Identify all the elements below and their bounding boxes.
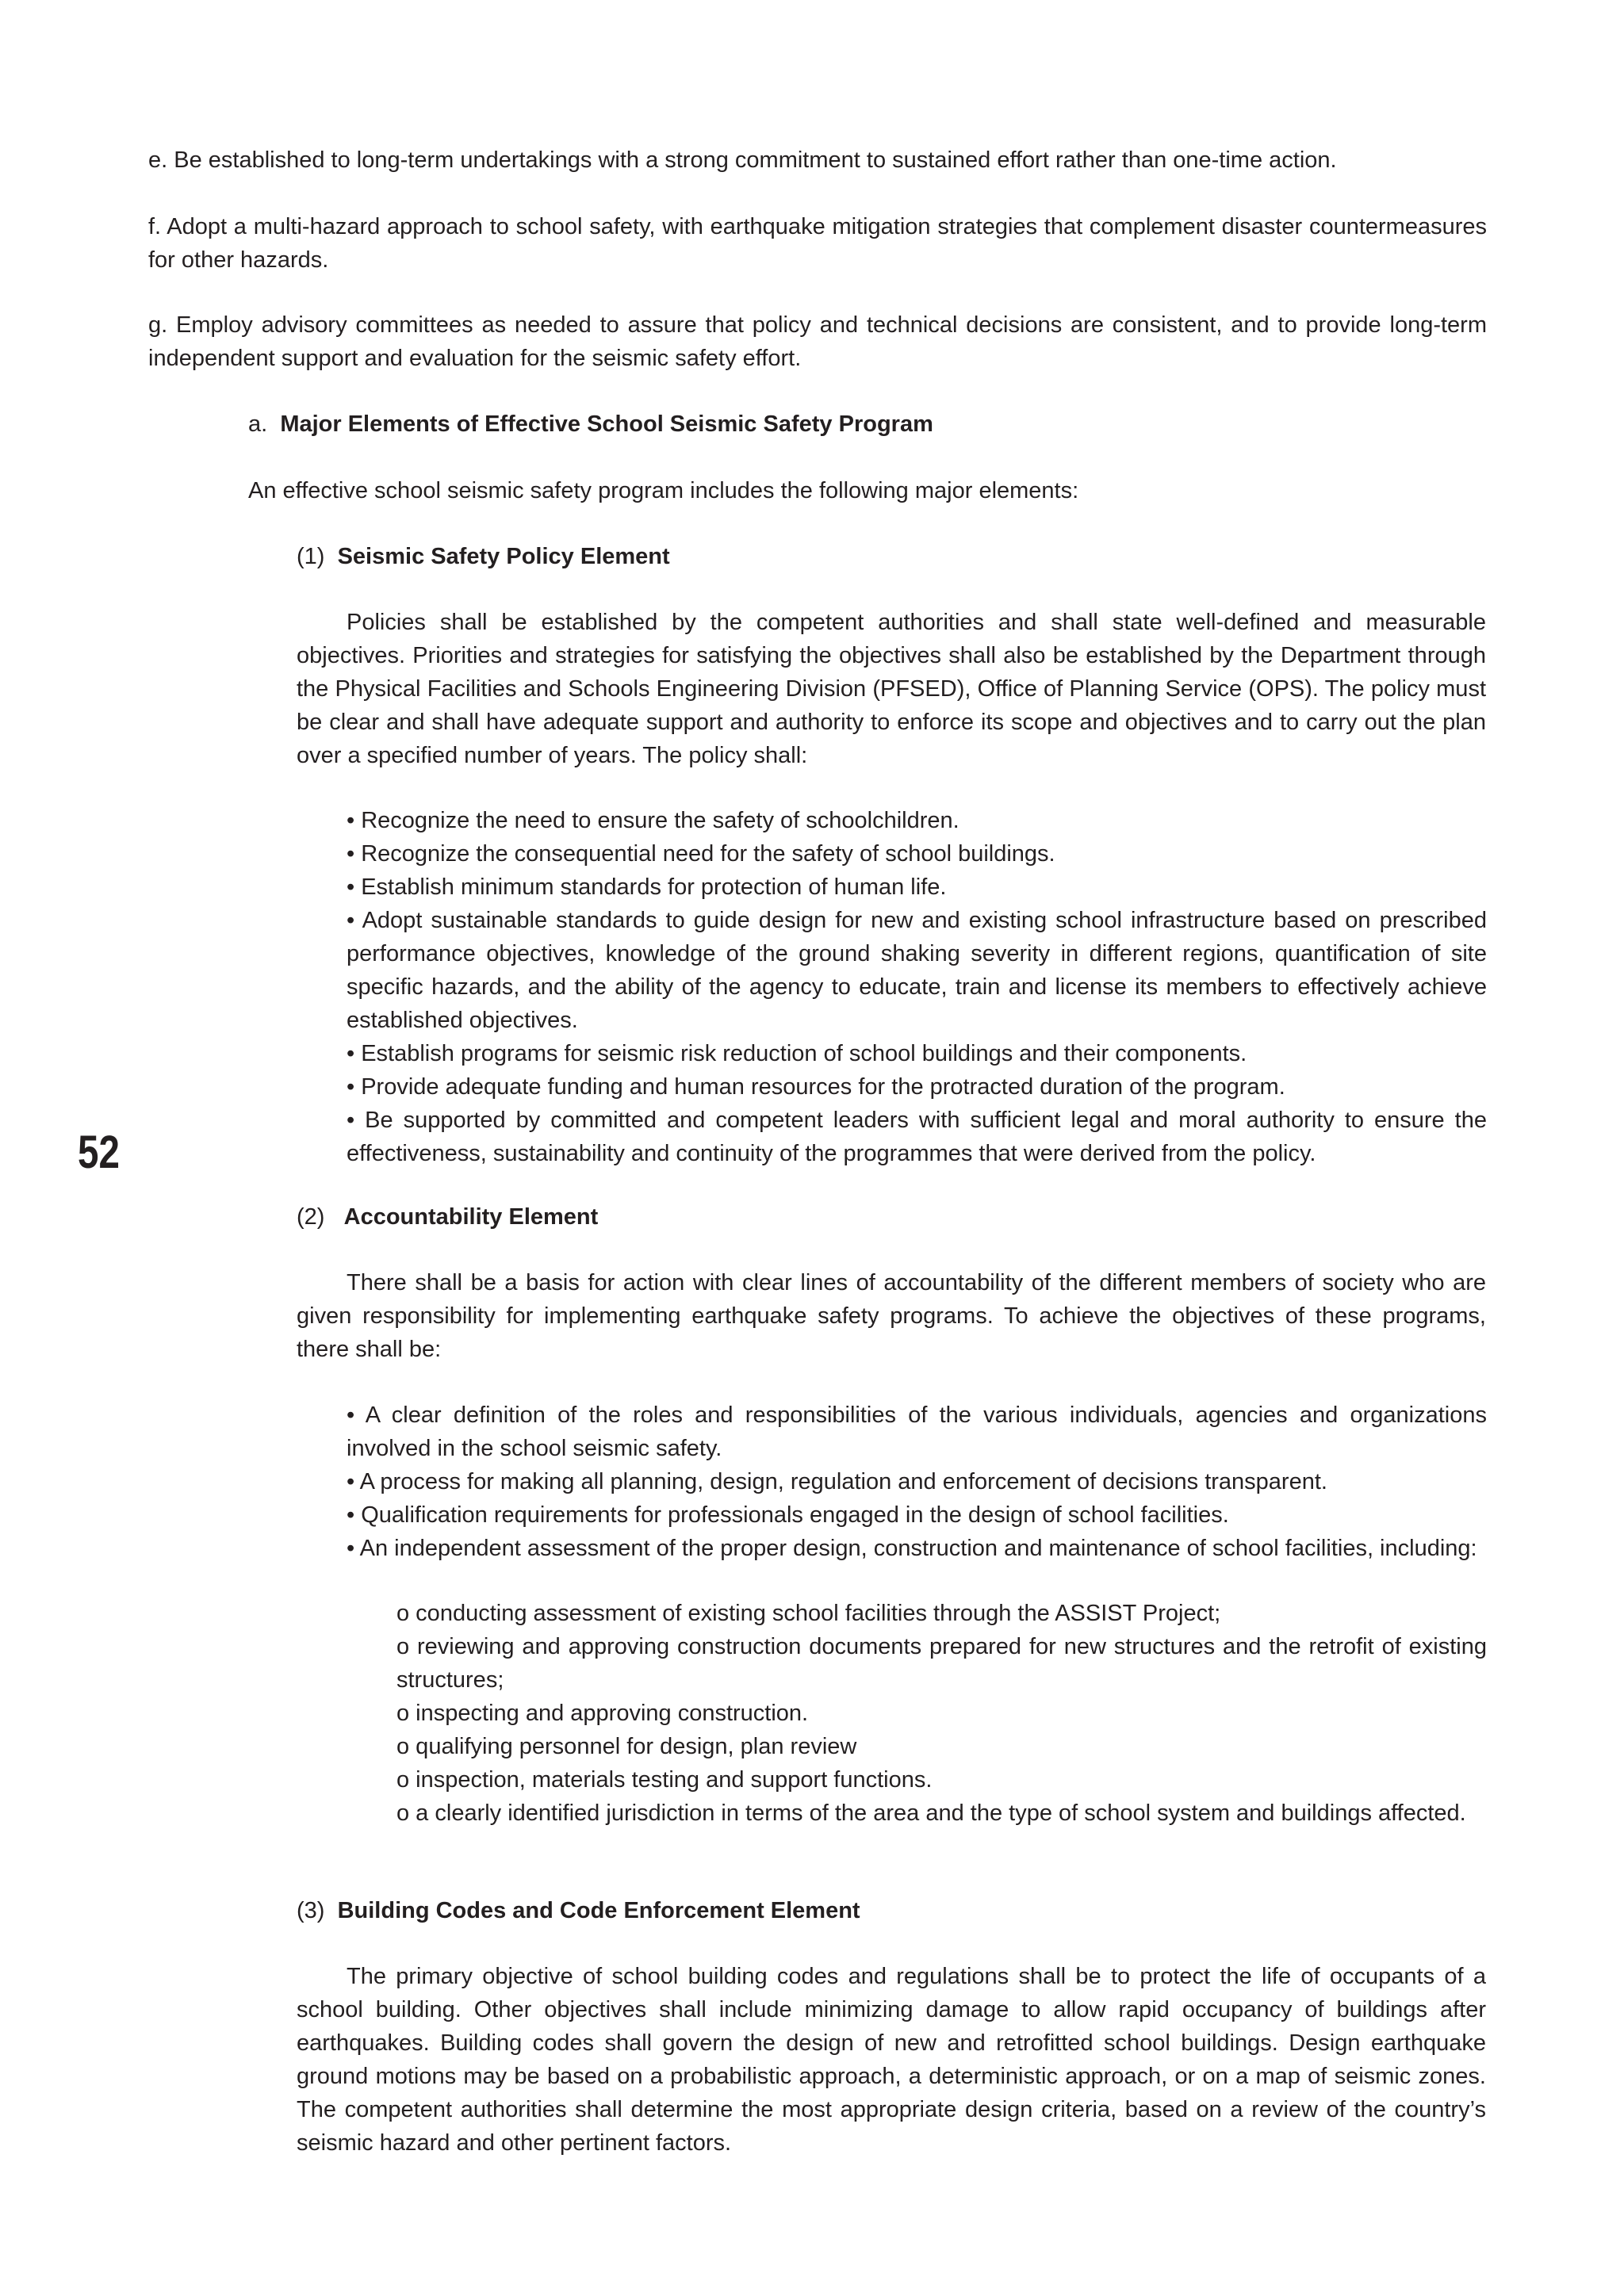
list-item: • Recognize the consequential need for the safety of school buildings. [347, 841, 1055, 867]
page-number: 52 [78, 1127, 120, 1178]
section-a-heading [248, 408, 1485, 441]
element-2-paragraph: There shall be a basis for action with clear lines of accountability of the different members of society who are given responsibility for implementing earthquake safety programs. To achieve the objectives of these programs, there shall be: [297, 1270, 1486, 1362]
element-2-marker: (2) [297, 1204, 325, 1230]
element-3-paragraph: The primary objective of school building codes and regulations shall be to protect the life of occupants of a school building. Other objectives shall include minimizing damage to allow rapid occupancy of buildings after earthquakes. Building codes shall govern the design of new and retrofitted school buildings. Design earthquake ground motions may be based on a probabilistic approach, a deterministic approach, or on a map of seismic zones. The competent authorities shall determine the most appropriate design criteria, based on a review of the country’s seismic hazard and other pertinent factors. [297, 1964, 1486, 2156]
list-item: o inspection, materials testing and support functions. [396, 1767, 933, 1793]
list-item: • Provide adequate funding and human resources for the protracted duration of the program. [347, 1074, 1285, 1100]
intro-item-e: e. Be established to long-term undertakings with a strong commitment to sustained effort rather than one-time action. [148, 147, 1337, 173]
element-1-bullet-list [347, 804, 1487, 1170]
list-item: • A process for making all planning, design, regulation and enforcement of decisions transparent. [347, 1469, 1327, 1494]
list-item: o inspecting and approving construction. [396, 1701, 809, 1726]
list-item: o conducting assessment of existing school facilities through the ASSIST Project; [396, 1601, 1221, 1626]
element-2-sub-bullet-list [396, 1597, 1487, 1830]
list-item: • An independent assessment of the proper design, construction and maintenance of school facilities, including: [347, 1536, 1477, 1561]
element-2-heading [297, 1200, 1486, 1234]
intro-item-g: g. Employ advisory committees as needed to assure that policy and technical decisions are consistent, and to provide long-term independent support and evaluation for the seismic safety effort. [148, 312, 1487, 371]
list-item: • Qualification requirements for professionals engaged in the design of school facilities. [347, 1502, 1229, 1528]
list-item: o qualifying personnel for design, plan review [396, 1734, 857, 1759]
list-item: • Establish programs for seismic risk reduction of school buildings and their components. [347, 1041, 1247, 1066]
list-item: o reviewing and approving construction documents prepared for new structures and the retrofit of existing structures; [396, 1634, 1487, 1693]
list-item: • Recognize the need to ensure the safety of schoolchildren. [347, 808, 959, 833]
list-item: • Adopt sustainable standards to guide design for new and existing school infrastructure based on prescribed performance objectives, knowledge of the ground shaking severity in different regions, quantification of site specific hazards, and the ability of the agency to educate, train and license its members to effectively achieve established objectives. [347, 908, 1487, 1033]
element-3-heading [297, 1894, 1486, 1927]
section-a-marker: a. [248, 411, 268, 437]
element-1-heading [297, 540, 1486, 573]
list-item: • A clear definition of the roles and responsibilities of the various individuals, agencies and organizations involved in the school seismic safety. [347, 1402, 1487, 1461]
intro-item-f: f. Adopt a multi-hazard approach to school safety, with earthquake mitigation strategies that complement disaster countermeasures for other hazards. [148, 214, 1487, 273]
section-a-title: Major Elements of Effective School Seismic Safety Program [280, 411, 933, 437]
element-2-title: Accountability Element [343, 1204, 599, 1230]
section-a-intro: An effective school seismic safety program includes the following major elements: [248, 478, 1079, 503]
element-1-title: Seismic Safety Policy Element [337, 544, 670, 569]
element-2-bullet-list [347, 1399, 1487, 1565]
list-item: • Establish minimum standards for protection of human life. [347, 874, 947, 900]
element-1-paragraph: Policies shall be established by the competent authorities and shall state well-defined and measurable objectives. Priorities and strategies for satisfying the objectives shall also be established by the Department through the Physical Facilities and Schools Engineering Division (PFSED), Office of Planning Service (OPS). The policy must be clear and shall have adequate support and authority to enforce its scope and objectives and to carry out the plan over a specified number of years. The policy shall: [297, 610, 1486, 768]
element-3-title: Building Codes and Code Enforcement Element [337, 1898, 860, 1923]
element-3-marker: (3) [297, 1898, 325, 1923]
list-item: • Be supported by committed and competent leaders with sufficient legal and moral authority to ensure the effectiveness, sustainability and continuity of the programmes that were derived from the policy. [347, 1108, 1487, 1166]
element-1-marker: (1) [297, 544, 325, 569]
list-item: o a clearly identified jurisdiction in terms of the area and the type of school system and buildings affected. [396, 1800, 1466, 1826]
